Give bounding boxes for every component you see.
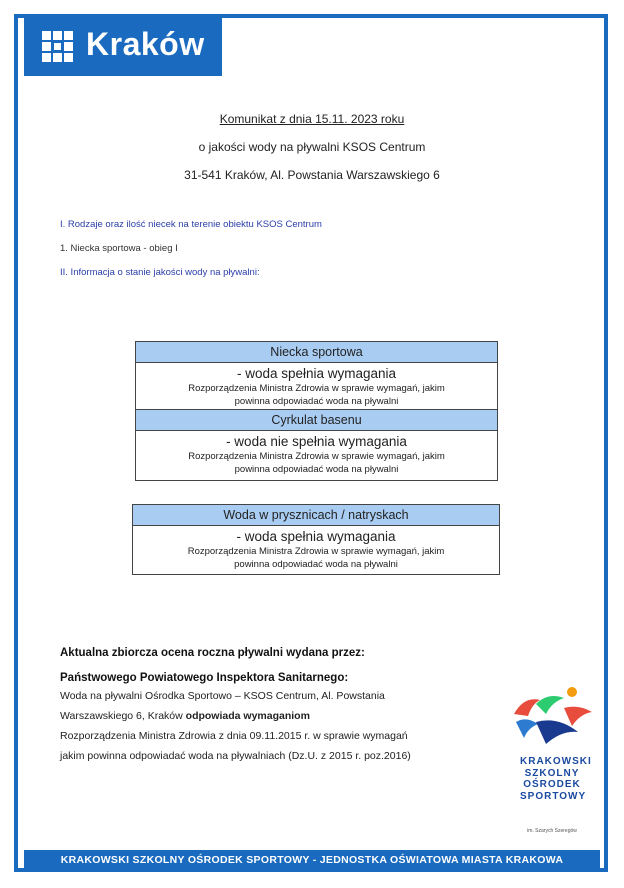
summary-line-1: Woda na pływalni Ośrodka Sportowo – KSOS Centrum, Al. Powstania: [60, 690, 385, 702]
summary-line-3: Rozporządzenia Ministra Zdrowia z dnia 09.11.2015 r. w sprawie wymagań: [60, 730, 408, 742]
summary-line-2-start: Warszawskiego 6, Kraków: [60, 710, 186, 722]
summary-authority: Państwowego Powiatowego Inspektora Sanitarnego:: [60, 672, 349, 684]
box-note: Rozporządzenia Ministra Zdrowia w sprawie wymagań, jakim powinna odpowiadać woda na pływalni: [188, 383, 445, 407]
summary-verdict: odpowiada wymaganiom: [185, 710, 310, 722]
logo-stroke-blue: [516, 719, 538, 738]
logo-stroke-green: [536, 696, 564, 714]
ksos-line-2: SZKOLNY: [524, 767, 580, 779]
box-note: Rozporządzenia Ministra Zdrowia w sprawie wymagań, jakim powinna odpowiadać woda na pływalni: [187, 546, 445, 570]
logo-stroke-red-2: [564, 707, 592, 726]
box-status: - woda spełnia wymagania: [236, 529, 396, 544]
box-note: Rozporządzenia Ministra Zdrowia w sprawie wymagań, jakim powinna odpowiadać woda na pływalni: [188, 451, 445, 475]
summary-line-4: jakim powinna odpowiadać woda na pływalniach (Dz.U. z 2015 r. poz.2016): [60, 750, 411, 762]
box-heading: Cyrkulat basenu: [136, 409, 497, 431]
summary-line-2: [60, 706, 411, 726]
brand-name: Kraków: [86, 26, 205, 62]
quality-table-showers: [132, 504, 500, 575]
krakow-emblem-icon: [42, 31, 74, 63]
ksos-line-3: OŚRODEK: [523, 779, 581, 790]
quality-table-main: [135, 341, 498, 481]
box-status: - woda spełnia wymagania: [236, 366, 397, 381]
logo-dot-orange: [567, 687, 577, 697]
pool-item-1: 1. Niecka sportowa - obieg I: [60, 243, 178, 254]
section-1-heading: I. Rodzaje oraz ilość niecek na terenie obiektu KSOS Centrum: [60, 219, 322, 230]
box-heading: Niecka sportowa: [136, 342, 497, 363]
summary-heading: Aktualna zbiorcza ocena roczna pływalni wydana przez:: [60, 647, 365, 659]
ksos-logo-text: [520, 756, 592, 802]
logo-stroke-red: [514, 699, 540, 716]
page-footer: KRAKOWSKI SZKOLNY OŚRODEK SPORTOWY - JEDNOSTKA OŚWIATOWA MIASTA KRAKOWA: [24, 850, 600, 870]
summary-body: [60, 686, 411, 766]
notice-title: Komunikat z dnia 15.11. 2023 roku: [219, 112, 405, 126]
notice-title-row: [0, 112, 624, 126]
box-status: - woda nie spełnia wymagania: [226, 434, 407, 449]
ksos-line-1: KRAKOWSKI: [520, 756, 592, 767]
notice-subtitle: o jakości wody na pływalni KSOS Centrum: [198, 140, 426, 154]
box-heading: Woda w prysznicach / natryskach: [133, 505, 499, 526]
krakow-logo: [24, 18, 222, 76]
ksos-line-4: SPORTOWY: [520, 790, 587, 802]
ksos-logo-icon: [506, 686, 598, 756]
notice-address: 31-541 Kraków, Al. Powstania Warszawskiego 6: [184, 168, 440, 182]
section-2-heading: II. Informacja o stanie jakości wody na pływalni:: [60, 267, 260, 278]
ksos-logo-subtitle: im. Szarych Szeregów: [527, 828, 577, 834]
